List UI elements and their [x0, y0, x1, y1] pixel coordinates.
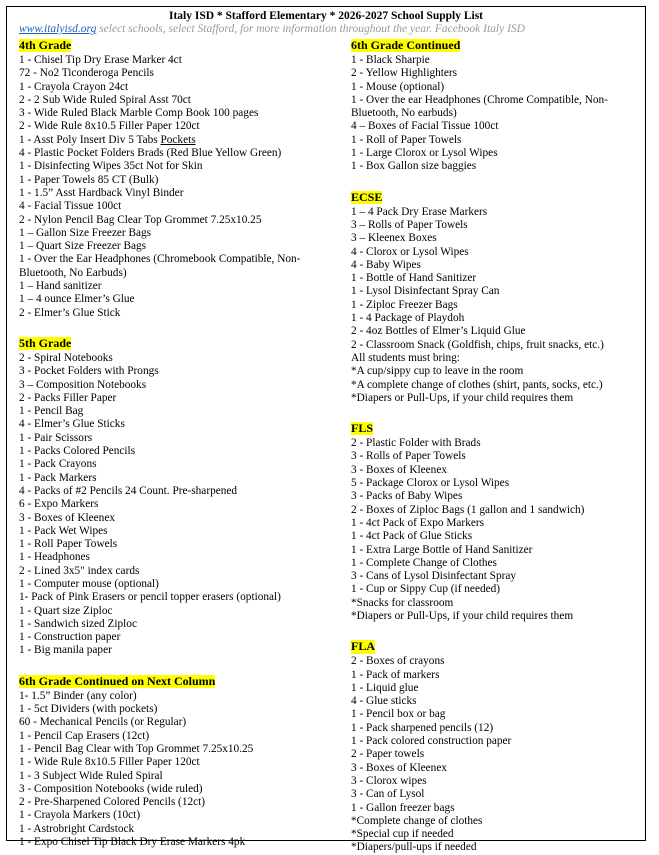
- list-item: 4 - Facial Tissue 100ct: [19, 200, 122, 213]
- list-item: 72 - No2 Ticonderoga Pencils: [19, 67, 154, 80]
- list-item: 2 - Boxes of Ziploc Bags (1 gallon and 1 sandwich): [351, 503, 585, 516]
- list-item: 3 - Pocket Folders with Prongs: [19, 365, 159, 378]
- list-item: 1 - Computer mouse (optional): [19, 577, 159, 590]
- section-6th-grade: [19, 672, 344, 850]
- left-column: [19, 36, 344, 849]
- list-item: 3 - Clorox wipes: [351, 774, 427, 787]
- supply-list-page: [6, 6, 646, 854]
- list-item: 1 - Pack sharpened pencils (12): [351, 721, 494, 734]
- section-ecse: [351, 188, 643, 405]
- list-item: *Snacks for classroom: [351, 596, 454, 609]
- section-4th-grade: [19, 36, 344, 320]
- info-note: select schools, select Stafford, for more information throughout the year. Facebook Italy ISD: [96, 23, 525, 35]
- list-item: 1 - Over the Ear Headphones (Chromebook Compatible, Non-Bluetooth, No Earbuds): [19, 253, 301, 279]
- list-item: 1 - Box Gallon size baggies: [351, 160, 477, 173]
- list-item: 1 - Quart size Ziploc: [19, 604, 113, 617]
- list-item: 1- 1.5” Binder (any color): [19, 689, 137, 702]
- list-item: 1 - Pack colored construction paper: [351, 735, 512, 748]
- info-line: [19, 22, 525, 36]
- list-item-text: 1 - Asst Poly Insert Div 5 Tabs: [19, 133, 161, 146]
- item-list-6th-grade: [19, 690, 344, 850]
- list-item: 2 - Elmer’s Glue Stick: [19, 306, 121, 319]
- list-item: *Complete change of clothes: [351, 814, 483, 827]
- list-item: 4 - Packs of #2 Pencils 24 Count. Pre-sharpened: [19, 484, 238, 497]
- list-item: 1 - Over the ear Headphones (Chrome Compatible, Non-Bluetooth, No earbuds): [351, 93, 608, 120]
- list-item: 1 - Cup or Sippy Cup (if needed): [351, 583, 501, 596]
- list-item: 1 - Liquid glue: [351, 681, 419, 694]
- list-item: 2 - 4oz Bottles of Elmer’s Liquid Glue: [351, 325, 526, 338]
- list-item: 1 – Hand sanitizer: [19, 280, 102, 293]
- right-column: [351, 36, 643, 855]
- list-item: 5 - Package Clorox or Lysol Wipes: [351, 477, 510, 490]
- page-title: Italy ISD * Stafford Elementary * 2026-2027 School Supply List: [168, 10, 484, 22]
- section-heading-ecse: ECSE: [351, 189, 383, 204]
- list-item: 3 - Can of Lysol: [351, 788, 425, 801]
- list-item: 1 - Extra Large Bottle of Hand Sanitizer: [351, 543, 533, 556]
- list-item: *A cup/sippy cup to leave in the room: [351, 365, 524, 378]
- list-item: 3 – Composition Notebooks: [19, 378, 147, 391]
- list-item: 2 - Wide Rule 8x10.5 Filler Paper 120ct: [19, 120, 200, 133]
- list-item: 1 - Complete Change of Clothes: [351, 556, 497, 569]
- list-item: 1 – Gallon Size Freezer Bags: [19, 226, 152, 239]
- list-item: 3 - Boxes of Kleenex: [351, 761, 447, 774]
- list-item: 1 - Pencil box or bag: [351, 708, 446, 721]
- list-item: 3 - Composition Notebooks (wide ruled): [19, 782, 203, 795]
- list-item: 1 - Packs Colored Pencils: [19, 445, 136, 458]
- list-item: 3 - Boxes of Kleenex: [19, 511, 115, 524]
- underlined-word: Pockets: [160, 133, 196, 146]
- list-item: 1 - Pack Wet Wipes: [19, 524, 108, 537]
- list-item: 1 - 4ct Pack of Glue Sticks: [351, 530, 473, 543]
- list-item: 1 - 3 Subject Wide Ruled Spiral: [19, 769, 163, 782]
- list-item: 4 - Elmer’s Glue Sticks: [19, 418, 125, 431]
- list-item: 3 - Cans of Lysol Disinfectant Spray: [351, 570, 517, 583]
- list-item: 4 - Plastic Pocket Folders Brads (Red Blue Yellow Green): [19, 147, 282, 160]
- list-item: 6 - Expo Markers: [19, 498, 99, 511]
- section-5th-grade: [19, 334, 344, 658]
- list-item: 1 - Black Sharpie: [351, 54, 430, 66]
- list-item: 1 - Pair Scissors: [19, 431, 93, 444]
- list-item: 3 - Packs of Baby Wipes: [351, 490, 463, 503]
- list-item: *Special cup if needed: [351, 828, 454, 841]
- section-fla: [351, 637, 643, 854]
- list-item: 1 – 4 ounce Elmer’s Glue: [19, 293, 135, 306]
- list-item: 4 - Clorox or Lysol Wipes: [351, 245, 469, 258]
- item-list-4th-grade: [19, 54, 344, 320]
- list-item: 2 - Paper towels: [351, 748, 425, 761]
- list-item: 1 - Roll of Paper Towels: [351, 133, 462, 146]
- section-6th-grade-continued: [351, 36, 643, 174]
- list-item: *Diapers or Pull-Ups, if your child requires them: [351, 391, 574, 404]
- list-item: 1 - Lysol Disinfectant Spray Can: [351, 285, 500, 298]
- list-item: 2 - Nylon Pencil Bag Clear Top Grommet 7.25x10.25: [19, 213, 262, 226]
- list-item: All students must bring:: [351, 351, 460, 364]
- list-item: 1 - 4ct Pack of Expo Markers: [351, 516, 485, 529]
- list-item: 1 - Roll Paper Towels: [19, 538, 118, 551]
- list-item: 2 - Lined 3x5" index cards: [19, 564, 140, 577]
- list-item: 4 - Glue sticks: [351, 695, 417, 708]
- list-item: 2 - 2 Sub Wide Ruled Spiral Asst 70ct: [19, 93, 191, 106]
- list-item: 2 - Plastic Folder with Brads: [351, 437, 481, 450]
- list-item: 1 - Expo Chisel Tip Black Dry Erase Markers 4pk: [19, 836, 246, 849]
- list-item: 60 - Mechanical Pencils (or Regular): [19, 716, 187, 729]
- item-list-fls: [351, 437, 643, 623]
- section-fls: [351, 419, 643, 623]
- list-item: 1 - 1.5” Asst Hardback Vinyl Binder: [19, 186, 184, 199]
- list-item: 1 – Quart Size Freezer Bags: [19, 240, 147, 253]
- item-list-5th-grade: [19, 352, 344, 658]
- website-link[interactable]: www.italyisd.org: [19, 23, 97, 35]
- list-item: 2 - Classroom Snack (Goldfish, chips, fruit snacks, etc.): [351, 338, 604, 351]
- list-item: 3 - Rolls of Paper Towels: [351, 450, 466, 463]
- list-item: 1 - Disinfecting Wipes 35ct Not for Skin: [19, 160, 203, 173]
- list-item: 1 - Large Clorox or Lysol Wipes: [351, 147, 498, 160]
- list-item: *Diapers or Pull-Ups, if your child requires them: [351, 609, 574, 622]
- list-item: 1 - Headphones: [19, 551, 90, 564]
- list-item: 2 - Pre-Sharpened Colored Pencils (12ct): [19, 796, 206, 809]
- item-list-ecse: [351, 206, 643, 405]
- list-item: 1 - Mouse (optional): [351, 80, 445, 93]
- list-item: 1 - Pencil Bag Clear with Top Grommet 7.25x10.25: [19, 742, 254, 755]
- list-item: 1 - Pack of markers: [351, 668, 440, 681]
- list-item: 1 – 4 Pack Dry Erase Markers: [351, 205, 488, 218]
- list-item: 3 - Boxes of Kleenex: [351, 463, 447, 476]
- list-item: 2 - Yellow Highlighters: [351, 67, 458, 80]
- list-item: 1 - Astrobright Cardstock: [19, 822, 135, 835]
- list-item: 1- Pack of Pink Erasers or pencil topper erasers (optional): [19, 591, 281, 604]
- section-heading-6th-grade-continued: 6th Grade Continued: [351, 38, 461, 52]
- list-item: 2 - Spiral Notebooks: [19, 351, 113, 364]
- list-item: *Diapers/pull-ups if needed: [351, 841, 477, 854]
- list-item: 1 - Construction paper: [19, 631, 121, 644]
- list-item: 4 – Boxes of Facial Tissue 100ct: [351, 120, 499, 133]
- list-item: 1 - Big manila paper: [19, 644, 112, 657]
- list-item: 1 - Sandwich sized Ziploc: [19, 617, 137, 630]
- list-item: 2 - Boxes of crayons: [351, 655, 445, 668]
- list-item: 1 - Chisel Tip Dry Erase Marker 4ct: [19, 54, 182, 66]
- section-heading-4th-grade: 4th Grade: [19, 38, 72, 52]
- section-heading-fla: FLA: [351, 639, 375, 654]
- section-heading-5th-grade: 5th Grade: [19, 335, 72, 350]
- list-item: 1 - Pack Crayons: [19, 458, 97, 471]
- list-item: [19, 134, 344, 147]
- list-item: 1 - Wide Rule 8x10.5 Filler Paper 120ct: [19, 756, 200, 769]
- list-item: 1 - Ziploc Freezer Bags: [351, 298, 458, 311]
- list-item: 1 - Pack Markers: [19, 471, 97, 484]
- list-item: 3 – Kleenex Boxes: [351, 232, 437, 245]
- list-item: 3 - Wide Ruled Black Marble Comp Book 100 pages: [19, 107, 259, 120]
- list-item: 2 - Packs Filler Paper: [19, 391, 117, 404]
- item-list-fla: [351, 655, 643, 854]
- list-item: 1 - 5ct Dividers (with pockets): [19, 703, 158, 716]
- list-item: 1 - Gallon freezer bags: [351, 801, 455, 814]
- list-item: 1 - 4 Package of Playdoh: [351, 312, 465, 325]
- list-item: 1 - Bottle of Hand Sanitizer: [351, 272, 477, 285]
- list-item: 1 - Crayola Markers (10ct): [19, 809, 141, 822]
- item-list-6th-grade-continued: [351, 54, 643, 174]
- list-item: *A complete change of clothes (shirt, pants, socks, etc.): [351, 378, 603, 391]
- list-item: 1 - Pencil Bag: [19, 405, 84, 418]
- list-item: 1 - Paper Towels 85 CT (Bulk): [19, 173, 159, 186]
- list-item: 1 - Crayola Crayon 24ct: [19, 80, 129, 93]
- section-heading-fls: FLS: [351, 421, 374, 436]
- list-item: 1 - Pencil Cap Erasers (12ct): [19, 729, 150, 742]
- list-item: 3 – Rolls of Paper Towels: [351, 218, 468, 231]
- list-item: 4 - Baby Wipes: [351, 258, 421, 271]
- section-heading-6th-grade: 6th Grade Continued on Next Column: [19, 673, 216, 688]
